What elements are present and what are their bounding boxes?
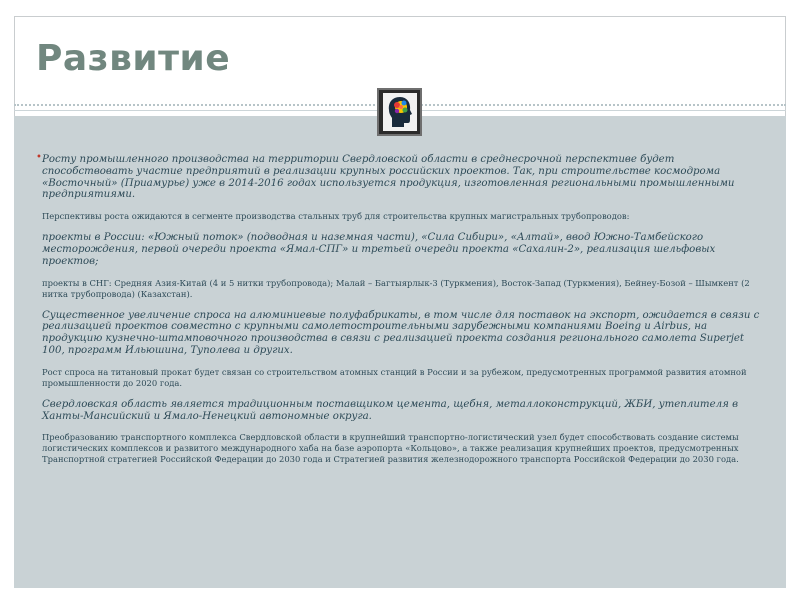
bullet-icon: • bbox=[36, 152, 42, 163]
content-text bbox=[36, 152, 762, 475]
paragraph-cosmodrome-text: Росту промышленного производства на территории Свердловской области в среднесрочной перспективе будет способствовать участие предприятий в реализации крупных российских проектов. Так, при строительстве космодрома «Восточный» (Приамурье) уже в 2014-2016 годах используется продукция, изготовленная региональными промышленными предприятиями. bbox=[42, 154, 735, 201]
paragraph-cosmodrome bbox=[36, 152, 762, 201]
paragraph-cement: Свердловская область является традиционным поставщиком цемента, щебня, металлоконструкций, ЖБИ, утеплителя в Ханты-Мансийский и Ямало-Ненецкий автономные округа. bbox=[42, 398, 739, 422]
paragraph-transport: Преобразованию транспортного комплекса Свердловской области в крупнейший транспортно-логистический узел будет способствовать создание системы логистических комплексов и развитого международного хаба на базе аэропорта «Кольцово», а также реализация крупнейших проектов, предусмотренных Транспортной стратегией Российской Федерации до 2030 года и Стратегией развития железнодорожного транспорта Российской Федерации до 2030 года. bbox=[42, 432, 739, 465]
paragraph-titanium: Рост спроса на титановый прокат будет связан со строительством атомных станций в России и за рубежом, предусмотренных программой развития атомной промышленности до 2020 года. bbox=[42, 366, 747, 388]
paragraph-aluminium: Существенное увеличение спроса на алюминиевые полуфабрикаты, в том числе для поставок на экспорт, ожидается в связи с реализацией проектов совместно с крупными самолетостроительными зарубежными компаниями Boeing и Airbus, на продукцию кузнечно-штамповочного производства в связи с реализацией проекта создания регионального самолета Superjet 100, программ Ильюшина, Туполева и других. bbox=[42, 309, 760, 356]
paragraph-pipes-intro: Перспективы роста ожидаются в сегменте производства стальных труб для строительства крупных магистральных трубопроводов: bbox=[42, 211, 630, 222]
colorful-head-gear-icon bbox=[383, 93, 417, 131]
paragraph-cis-projects: проекты в СНГ: Средняя Азия-Китай (4 и 5 нитки трубопровода); Малай – Багтыярлык-3 (Туркмения), Восток-Запад (Туркмения), Бейнеу-Бозой – Шымкент (2 нитка трубопровода) (Казахстан). bbox=[42, 277, 750, 299]
paragraph-russia-projects: проекты в России: «Южный поток» (подводная и наземная части), «Сила Сибири», «Алтай», ввод Южно-Тамбейского месторождения, первой очереди проекта «Ямал-СПГ» и третьей очереди проекта «Сахалин-2», реализация шельфовых проектов; bbox=[42, 232, 716, 267]
slide-title: Развитие bbox=[36, 38, 231, 79]
logo bbox=[377, 88, 422, 136]
